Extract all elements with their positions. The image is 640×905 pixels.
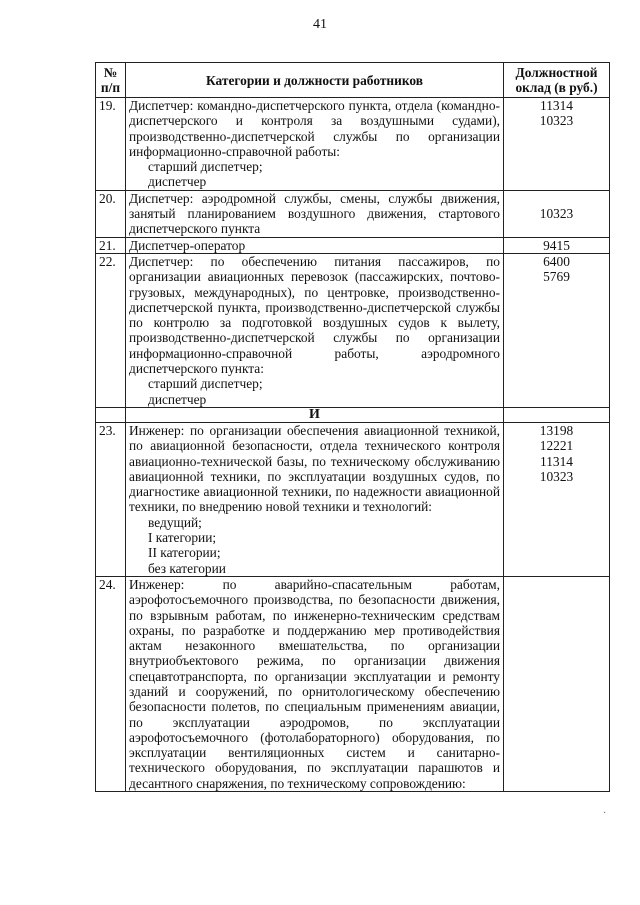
table-row bbox=[96, 422, 610, 576]
salary-cell bbox=[504, 253, 610, 407]
salary-cell bbox=[504, 422, 610, 576]
table-row bbox=[96, 190, 610, 237]
position-cell bbox=[126, 190, 504, 237]
salary-cell bbox=[504, 237, 610, 253]
position-text: Инженер: по организации обеспечения авиационной техникой, по авиационной безопасности, отдела технического контроля авиационно-технической базы, по техническому обслуживанию авиационной техники, по эксплуатации воздушных судов, по диагностике авиационной техники, по надежности авиационной техники, по внедрению новой техники и технологий: bbox=[129, 422, 500, 515]
salary-value: 5769 bbox=[543, 269, 570, 285]
scan-mark: · bbox=[603, 808, 607, 819]
position-cell bbox=[126, 98, 504, 191]
row-number: 23. bbox=[96, 422, 126, 576]
position-sub-item: ведущий; bbox=[148, 514, 202, 530]
salary-value: 6400 bbox=[543, 253, 570, 269]
salary-value: 10323 bbox=[539, 113, 574, 129]
row-number: 19. bbox=[96, 98, 126, 191]
row-number: 24. bbox=[96, 576, 126, 791]
salary-value: 10323 bbox=[539, 206, 574, 222]
header-num: № п/п bbox=[96, 63, 126, 98]
section-letter: И bbox=[126, 407, 504, 422]
table-row bbox=[96, 576, 610, 791]
position-sub-item: без категории bbox=[148, 560, 226, 576]
section-letter-row bbox=[96, 407, 610, 422]
table-body bbox=[96, 98, 610, 792]
page-number: 41 bbox=[313, 17, 327, 32]
position-sub-item: диспетчер bbox=[148, 174, 207, 190]
position-sub-item: диспетчер bbox=[148, 391, 207, 407]
position-text: Диспетчер: командно-диспетчерского пункта, отдела (командно-диспетчерского и контроля за воздушными судами), производственно-диспетчерской службы по организации информационно-справочной работы: bbox=[129, 98, 500, 159]
position-text: Диспетчер: аэродромной службы, смены, службы движения, занятый планированием воздушного движения, стартового диспетчерского пункта bbox=[129, 190, 500, 237]
salary-table bbox=[95, 62, 610, 792]
section-letter-left bbox=[96, 407, 126, 422]
row-number: 22. bbox=[96, 253, 126, 407]
position-cell bbox=[126, 422, 504, 576]
row-number: 20. bbox=[96, 190, 126, 237]
position-text: Диспетчер-оператор bbox=[129, 237, 246, 253]
position-cell bbox=[126, 576, 504, 791]
table-row bbox=[96, 237, 610, 253]
position-text: Диспетчер: по обеспечению питания пассажиров, по организации авиационных перевозок (пассажирских, почтово-грузовых, международных), по центровке, производственно-диспетчерской пункта, производственно-диспетчерской службы по контролю за подготовкой воздушных судов к вылету, производственно-диспетчерской службы по организации информационно-справочной работы, аэродромного диспетчерского пункта: bbox=[129, 253, 500, 377]
salary-value: 9415 bbox=[543, 237, 570, 253]
position-text: Инженер: по аварийно-спасательным работам, аэрофотосъемочного производства, по безопасности движения, по взрывным работам, по инженерно-техническим средствам охраны, по разработке и поддержанию мер противодействия актам незаконного вмешательства, по организации внутриобъектового режима, по организации движения спецавтотранспорта, по организации эксплуатации и ремонту зданий и сооружений, по орнитологическому обеспечению безопасности полетов, по специальным применениям авиации, по эксплуатации аэродромов, по эксплуатации аэрофотосъемочного (фотолабораторного) оборудования, по эксплуатации вентиляционных систем и санитарно-технического оборудования, по эксплуатации парашютов и десантного снаряжения, по техническому сопровождению: bbox=[129, 576, 500, 791]
table-header-row bbox=[96, 63, 610, 98]
position-cell bbox=[126, 253, 504, 407]
salary-value: 11314 bbox=[540, 453, 573, 469]
position-sub-item: старший диспетчер; bbox=[148, 376, 263, 392]
salary-value: 11314 bbox=[540, 98, 573, 113]
table-row bbox=[96, 253, 610, 407]
header-salary: Должностной оклад (в руб.) bbox=[504, 63, 610, 98]
section-letter-right bbox=[504, 407, 610, 422]
position-sub-item: II категории; bbox=[148, 545, 221, 561]
salary-value: 10323 bbox=[539, 468, 574, 484]
header-category: Категории и должности работников bbox=[126, 63, 504, 98]
position-sub-item: I категории; bbox=[148, 530, 217, 546]
salary-value: 12221 bbox=[539, 438, 574, 454]
position-sub-item: старший диспетчер; bbox=[148, 159, 263, 175]
salary-value: 13198 bbox=[539, 422, 574, 438]
salary-cell bbox=[504, 190, 610, 237]
row-number: 21. bbox=[96, 237, 126, 253]
position-cell bbox=[126, 237, 504, 253]
salary-cell bbox=[504, 576, 610, 791]
table-row bbox=[96, 98, 610, 191]
salary-cell bbox=[504, 98, 610, 191]
